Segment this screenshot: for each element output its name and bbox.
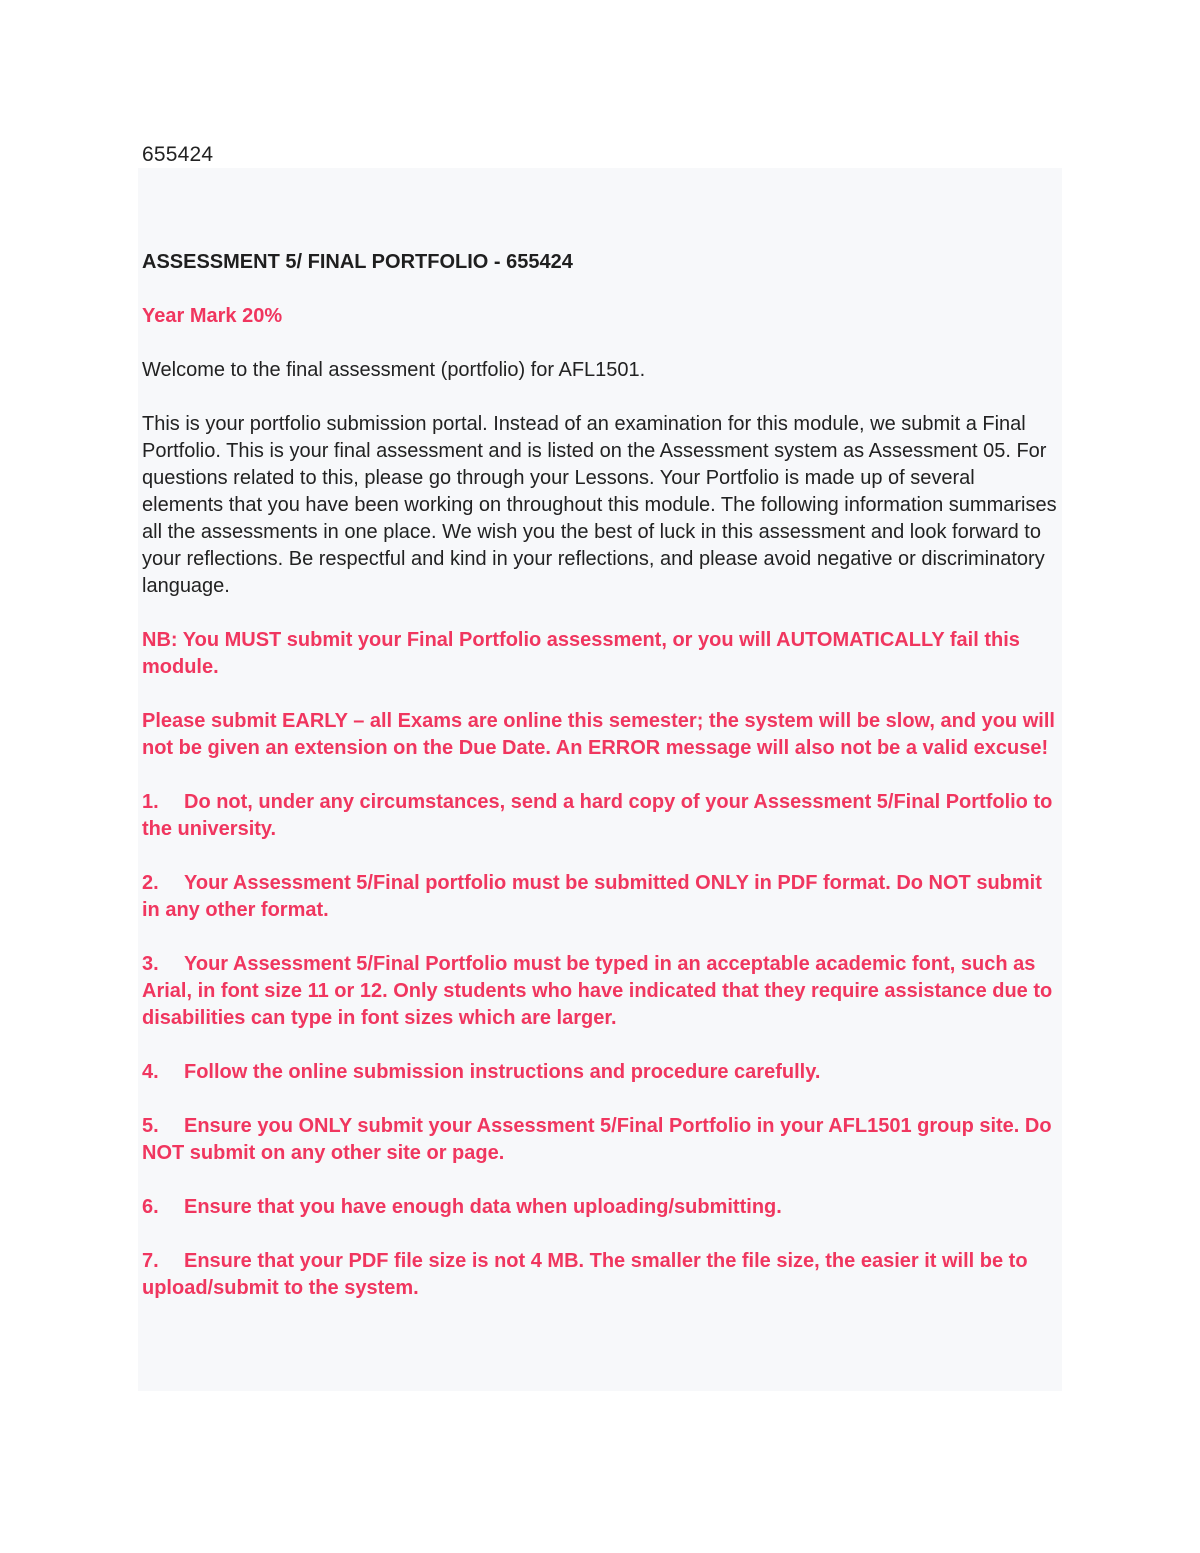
rule-number: 4.	[142, 1061, 159, 1083]
rule-number: 2.	[142, 872, 159, 894]
rule-item-5	[142, 1113, 1060, 1167]
rule-text: Follow the online submission instructions and procedure carefully.	[184, 1061, 821, 1083]
rule-number: 7.	[142, 1250, 159, 1272]
rule-item-6	[142, 1194, 1060, 1221]
rule-text: Your Assessment 5/Final Portfolio must be typed in an acceptable academic font, such as Arial, in font size 11 or 12. Only students who have indicated that they require assistance due to disabilities can type in font sizes which are larger.	[142, 953, 1053, 1029]
rule-number: 6.	[142, 1196, 159, 1218]
rule-item-4	[142, 1059, 1060, 1086]
document-id: 655424	[142, 143, 214, 166]
nb-warning: NB: You MUST submit your Final Portfolio assessment, or you will AUTOMATICALLY fail this module.	[142, 629, 1020, 678]
rule-text: Ensure you ONLY submit your Assessment 5/Final Portfolio in your AFL1501 group site. Do NOT submit on any other site or page.	[142, 1115, 1052, 1164]
rule-number: 5.	[142, 1115, 159, 1137]
rule-item-2	[142, 870, 1060, 924]
rule-item-7	[142, 1248, 1060, 1302]
rule-item-1	[142, 789, 1060, 843]
rule-text: Your Assessment 5/Final portfolio must be submitted ONLY in PDF format. Do NOT submit in any other format.	[142, 872, 1042, 921]
welcome-text: Welcome to the final assessment (portfolio) for AFL1501.	[142, 359, 646, 381]
rule-item-3	[142, 951, 1060, 1032]
submit-early-warning: Please submit EARLY – all Exams are online this semester; the system will be slow, and you will not be given an extension on the Due Date. An ERROR message will also not be a valid excuse!	[142, 710, 1055, 759]
rule-text: Do not, under any circumstances, send a hard copy of your Assessment 5/Final Portfolio to the university.	[142, 791, 1053, 840]
rule-text: Ensure that you have enough data when uploading/submitting.	[184, 1196, 782, 1218]
assessment-title: ASSESSMENT 5/ FINAL PORTFOLIO - 655424	[142, 251, 573, 273]
intro-paragraph: This is your portfolio submission portal. Instead of an examination for this module, we submit a Final Portfolio. This is your final assessment and is listed on the Assessment system as Assessment 05. For questions related to this, please go through your Lessons. Your Portfolio is made up of several elements that you have been working on throughout this module. The following information summarises all the assessments in one place. We wish you the best of luck in this assessment and look forward to your reflections. Be respectful and kind in your reflections, and please avoid negative or discriminatory language.	[142, 413, 1057, 597]
rule-text: Ensure that your PDF file size is not 4 MB. The smaller the file size, the easier it will be to upload/submit to the system.	[142, 1250, 1028, 1299]
rule-number: 1.	[142, 791, 159, 813]
document-body	[142, 249, 1060, 1329]
rule-number: 3.	[142, 953, 159, 975]
year-mark: Year Mark 20%	[142, 305, 283, 327]
